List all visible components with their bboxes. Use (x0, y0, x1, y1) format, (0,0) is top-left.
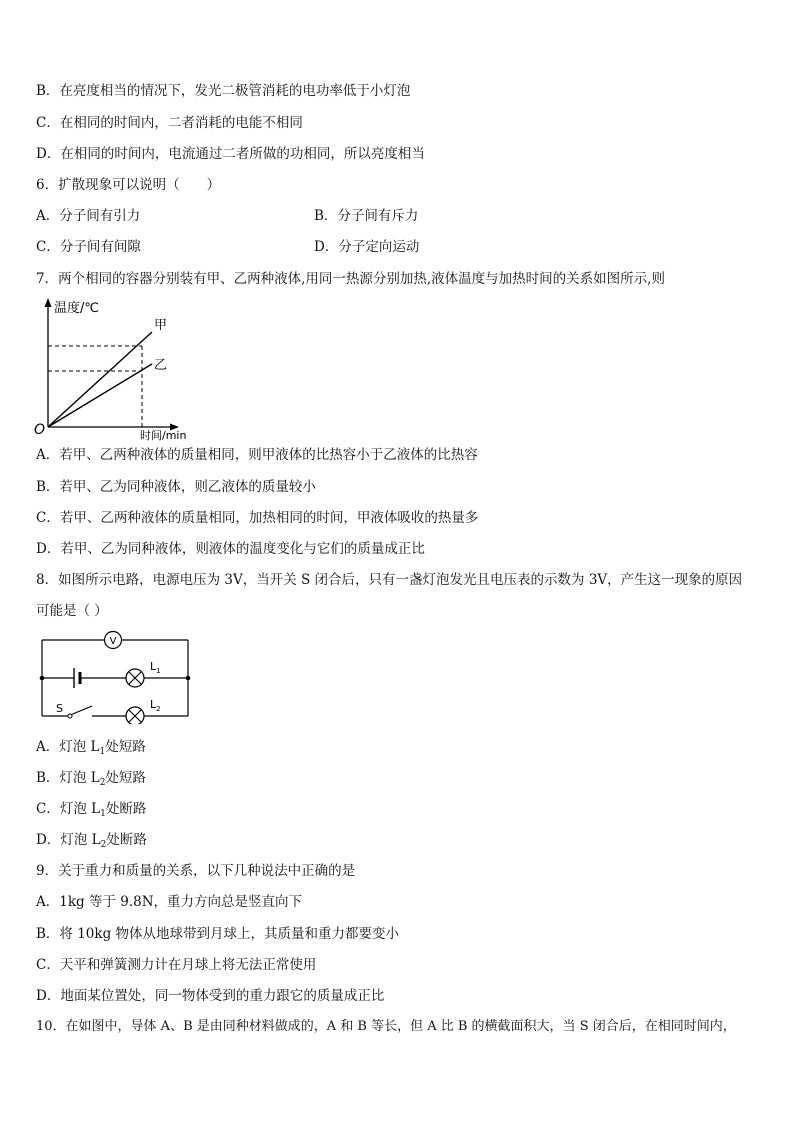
circuit-diagram (36, 628, 196, 724)
lamp-l2-label: $L_2$ (150, 698, 161, 713)
q5-option-d: D．在相同的时间内，电流通过二者所做的功相同，所以亮度相当 (36, 146, 425, 162)
series-yi-line (48, 364, 152, 427)
q8-option-b: B．灯泡 $L_2$处短路 (36, 770, 146, 788)
junction-right (186, 676, 191, 681)
q6-option-c: C．分子间有间隙 (36, 239, 141, 255)
q7-option-b: B．若甲、乙为同种液体，则乙液体的质量较小 (36, 479, 316, 495)
q9-option-d: D．地面某位置处，同一物体受到的重力跟它的质量成正比 (36, 988, 385, 1004)
x-axis-label: 时间/min (140, 429, 187, 442)
y-axis-arrow (45, 298, 52, 307)
q5-option-b: B．在亮度相当的情况下，发光二极管消耗的电功率低于小灯泡 (36, 83, 411, 99)
q8-option-a: A．灯泡 $L_1$处短路 (36, 739, 146, 757)
temperature-time-graph (30, 294, 200, 444)
q7-option-c: C．若甲、乙两种液体的质量相同，加热相同的时间，甲液体吸收的热量多 (36, 510, 479, 526)
voltmeter-label: V (109, 636, 117, 647)
series-yi-label: 乙 (154, 358, 168, 373)
switch-blade (72, 706, 93, 715)
junction-left (40, 676, 45, 681)
q6-option-b: B．分子间有斥力 (314, 208, 419, 224)
origin-label: O (34, 422, 46, 438)
q8-stem-line1: 8．如图所示电路，电源电压为 3V，当开关 S 闭合后，只有一盏灯泡发光且电压表的示数为 3V，产生这一现象的原因 (36, 572, 743, 588)
q5-option-c: C．在相同的时间内，二者消耗的电能不相同 (36, 115, 303, 131)
q6-option-d: D．分子定向运动 (314, 239, 420, 255)
q9-option-c: C．天平和弹簧测力计在月球上将无法正常使用 (36, 957, 317, 973)
q8-option-d: D．灯泡 $L_2$处断路 (36, 832, 147, 850)
q7-stem: 7．两个相同的容器分别装有甲、乙两种液体,用同一热源分别加热,液体温度与加热时间的关系如图所示,则 (36, 271, 665, 287)
q9-stem: 9．关于重力和质量的关系，以下几种说法中正确的是 (36, 863, 356, 879)
q10-stem: 10．在如图中，导体 A、B 是由同种材料做成的，A 和 B 等长，但 A 比 B 的横截面积大，当 S 闭合后，在相同时间内， (36, 1019, 736, 1034)
q6-option-a: A．分子间有引力 (36, 208, 141, 224)
q7-option-d: D．若甲、乙为同种液体，则液体的温度变化与它们的质量成正比 (36, 541, 425, 557)
series-jia-label: 甲 (154, 318, 168, 333)
switch-pivot (68, 714, 72, 718)
lamp-l1-label: $L_1$ (150, 660, 161, 675)
q9-option-a: A．1kg 等于 9.8N，重力方向总是竖直向下 (36, 894, 303, 910)
q7-option-a: A．若甲、乙两种液体的质量相同，则甲液体的比热容小于乙液体的比热容 (36, 447, 478, 463)
y-axis-label: 温度/℃ (54, 301, 99, 316)
q8-stem-line2: 可能是（ ） (36, 603, 108, 619)
q9-option-b: B．将 10kg 物体从地球带到月球上，其质量和重力都要变小 (36, 926, 400, 942)
switch-label: S (56, 702, 63, 715)
q8-option-c: C．灯泡 $L_1$处断路 (36, 801, 147, 819)
q6-stem: 6．扩散现象可以说明（ ） (36, 177, 221, 193)
